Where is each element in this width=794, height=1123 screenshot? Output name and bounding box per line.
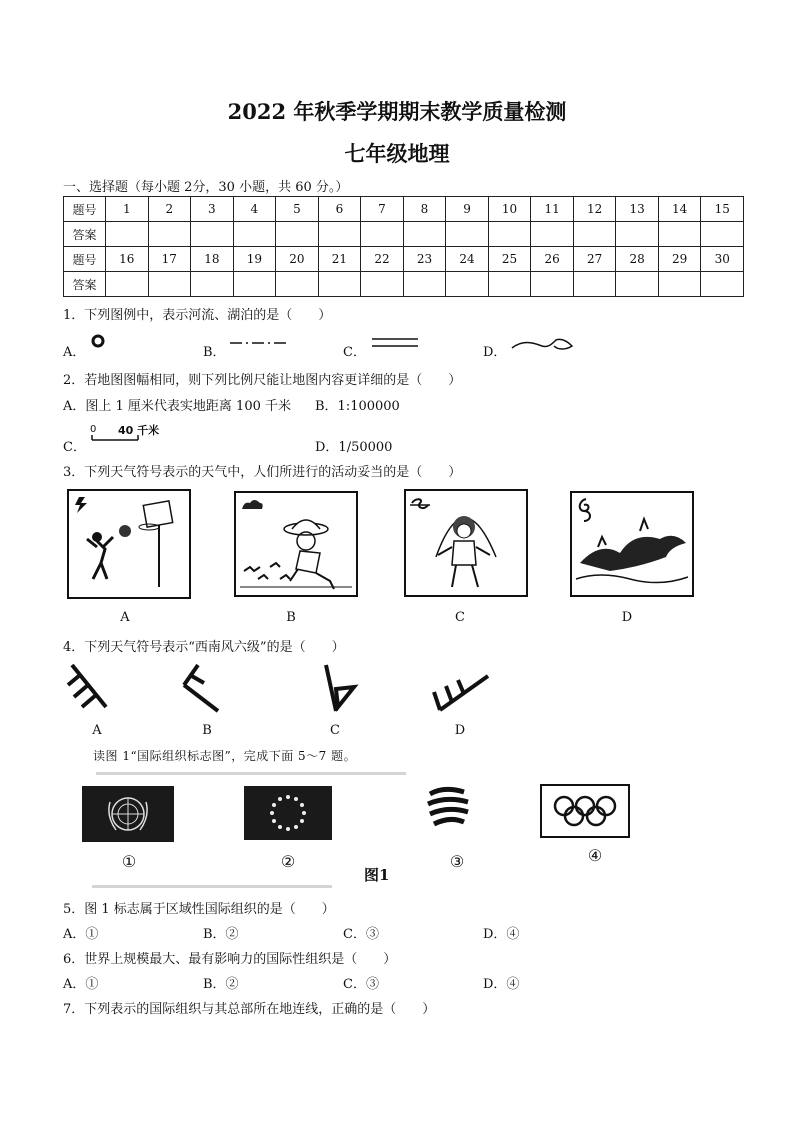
answer-cell[interactable]: [488, 222, 531, 247]
question-number: 12: [573, 197, 616, 222]
cloudy-farming-picture: [234, 491, 358, 597]
q6-option-c: C．③: [343, 977, 379, 992]
q5-option-c: C．③: [343, 927, 379, 942]
sandstorm-rope-skipping-picture: [404, 489, 528, 597]
question-number: 18: [191, 247, 234, 272]
answer-cell[interactable]: [531, 222, 574, 247]
answer-cell[interactable]: [276, 222, 319, 247]
answer-cell[interactable]: [616, 272, 659, 297]
wind-symbol-c-icon: [318, 661, 364, 715]
answer-cell[interactable]: [616, 222, 659, 247]
answer-cell[interactable]: [276, 272, 319, 297]
exam-title: 2022 年秋季学期期末教学质量检测: [227, 99, 567, 124]
answer-cell[interactable]: [658, 272, 701, 297]
q1-option-b: B．: [203, 345, 226, 360]
q4-label-c: C: [330, 723, 340, 738]
wto-logo-icon: [424, 784, 474, 830]
eu-flag-icon: [244, 786, 332, 840]
fig1-label-4: ④: [587, 846, 603, 865]
fig1-label-1: ①: [121, 852, 137, 871]
row-label: 答案: [64, 272, 106, 297]
bleed-through-line: [96, 772, 406, 775]
answer-cell[interactable]: [403, 222, 446, 247]
question-2-stem: 2．若地图图幅相同，则下列比例尺能让地图内容更详细的是（ ）: [63, 373, 462, 388]
wind-symbol-a-icon: [66, 661, 112, 713]
question-number: 27: [573, 247, 616, 272]
river-lake-icon: [510, 334, 574, 354]
q2-option-c: C．: [63, 440, 86, 455]
question-number: 8: [403, 197, 446, 222]
question-number: 14: [658, 197, 701, 222]
question-number: 22: [361, 247, 404, 272]
olympic-rings-icon: [540, 784, 630, 838]
question-number: 13: [616, 197, 659, 222]
question-number: 24: [446, 247, 489, 272]
question-number: 6: [318, 197, 361, 222]
un-flag-icon: [82, 786, 174, 842]
scale-zero-label: 0: [90, 424, 97, 435]
answer-cell[interactable]: [403, 272, 446, 297]
question-6-stem: 6．世界上规模最大、最有影响力的国际性组织是（ ）: [63, 952, 397, 967]
wind-symbol-b-icon: [178, 661, 224, 715]
q2-option-a: A．图上 1 厘米代表实地距离 100 千米: [63, 399, 292, 414]
answer-cell[interactable]: [446, 272, 489, 297]
section-heading: 一、选择题（每小题 2分，30 小题，共 60 分。）: [63, 180, 349, 195]
answer-cell[interactable]: [658, 222, 701, 247]
answer-cell[interactable]: [148, 272, 191, 297]
q4-label-b: B: [202, 723, 212, 738]
question-number: 17: [148, 247, 191, 272]
answer-cell[interactable]: [701, 222, 744, 247]
answer-cell[interactable]: [361, 222, 404, 247]
q6-option-b: B．②: [203, 977, 239, 992]
answer-cell[interactable]: [446, 222, 489, 247]
answer-cell[interactable]: [573, 272, 616, 297]
q5-option-a: A．①: [63, 927, 99, 942]
row-label: 题号: [64, 247, 106, 272]
answer-cell[interactable]: [361, 272, 404, 297]
answer-cell[interactable]: [701, 272, 744, 297]
fig1-label-3: ③: [449, 852, 465, 871]
table-row: [64, 272, 744, 297]
question-4-stem: 4．下列天气符号表示“西南风六级”的是（ ）: [63, 640, 345, 655]
answer-cell[interactable]: [106, 272, 149, 297]
question-3-stem: 3．下列天气符号表示的天气中，人们所进行的活动妥当的是（ ）: [63, 465, 462, 480]
question-number: 15: [701, 197, 744, 222]
table-row: [64, 247, 744, 272]
q3-label-a: A: [120, 610, 130, 625]
answer-cell[interactable]: [148, 222, 191, 247]
fig1-label-2: ②: [280, 852, 296, 871]
question-number: 30: [701, 247, 744, 272]
question-number: 5: [276, 197, 319, 222]
question-number: 19: [233, 247, 276, 272]
question-number: 2: [148, 197, 191, 222]
q5-option-b: B．②: [203, 927, 239, 942]
railway-line-icon: [372, 336, 422, 350]
question-number: 3: [191, 197, 234, 222]
figure-1-caption: 图1: [364, 866, 390, 884]
bleed-through-line: [92, 885, 332, 888]
q3-label-d: D: [621, 610, 633, 625]
q6-option-d: D．④: [483, 977, 520, 992]
lake-symbol-icon: [90, 333, 110, 349]
question-number: 11: [531, 197, 574, 222]
answer-cell[interactable]: [573, 222, 616, 247]
q4-label-a: A: [92, 723, 102, 738]
q5-option-d: D．④: [483, 927, 520, 942]
thunderstorm-basketball-picture: [67, 489, 191, 599]
wind-symbol-d-icon: [432, 672, 496, 716]
question-number: 25: [488, 247, 531, 272]
table-row: [64, 197, 744, 222]
scale-distance-label: 40 千米: [118, 424, 160, 437]
question-number: 28: [616, 247, 659, 272]
answer-cell[interactable]: [488, 272, 531, 297]
question-number: 9: [446, 197, 489, 222]
typhoon-sea-picture: [570, 491, 694, 597]
question-5-stem: 5．图 1 标志属于区域性国际组织的是（ ）: [63, 902, 335, 917]
question-number: 10: [488, 197, 531, 222]
question-number: 20: [276, 247, 319, 272]
question-number: 1: [106, 197, 149, 222]
question-number: 16: [106, 247, 149, 272]
table-row: [64, 222, 744, 247]
answer-cell[interactable]: [318, 272, 361, 297]
question-number: 21: [318, 247, 361, 272]
q4-label-d: D: [454, 723, 466, 738]
answer-cell[interactable]: [233, 222, 276, 247]
question-7-stem: 7．下列表示的国际组织与其总部所在地连线，正确的是（ ）: [63, 1002, 436, 1017]
q3-label-b: B: [286, 610, 296, 625]
answer-cell[interactable]: [191, 272, 234, 297]
figure-1-intro: 读图 1“国际组织标志图”，完成下面 5～7 题。: [93, 749, 357, 763]
answer-table: [63, 196, 744, 297]
answer-cell[interactable]: [106, 222, 149, 247]
q2-option-b: B．1:100000: [315, 399, 400, 414]
question-number: 23: [403, 247, 446, 272]
boundary-line-icon: [230, 338, 290, 348]
answer-cell[interactable]: [233, 272, 276, 297]
q2-option-d: D．1/50000: [315, 440, 393, 455]
subject-title: 七年级地理: [344, 141, 450, 166]
q1-option-d: D．: [483, 345, 507, 360]
q3-label-c: C: [455, 610, 465, 625]
question-1-stem: 1．下列图例中，表示河流、湖泊的是（ ）: [63, 308, 332, 323]
q1-option-c: C．: [343, 345, 366, 360]
answer-cell[interactable]: [531, 272, 574, 297]
question-number: 26: [531, 247, 574, 272]
row-label: 答案: [64, 222, 106, 247]
question-number: 4: [233, 197, 276, 222]
q1-option-a: A．: [63, 345, 86, 360]
question-number: 29: [658, 247, 701, 272]
question-number: 7: [361, 197, 404, 222]
q6-option-a: A．①: [63, 977, 99, 992]
line-scale-bar-icon: [90, 434, 160, 442]
row-label: 题号: [64, 197, 106, 222]
answer-cell[interactable]: [318, 222, 361, 247]
answer-cell[interactable]: [191, 222, 234, 247]
